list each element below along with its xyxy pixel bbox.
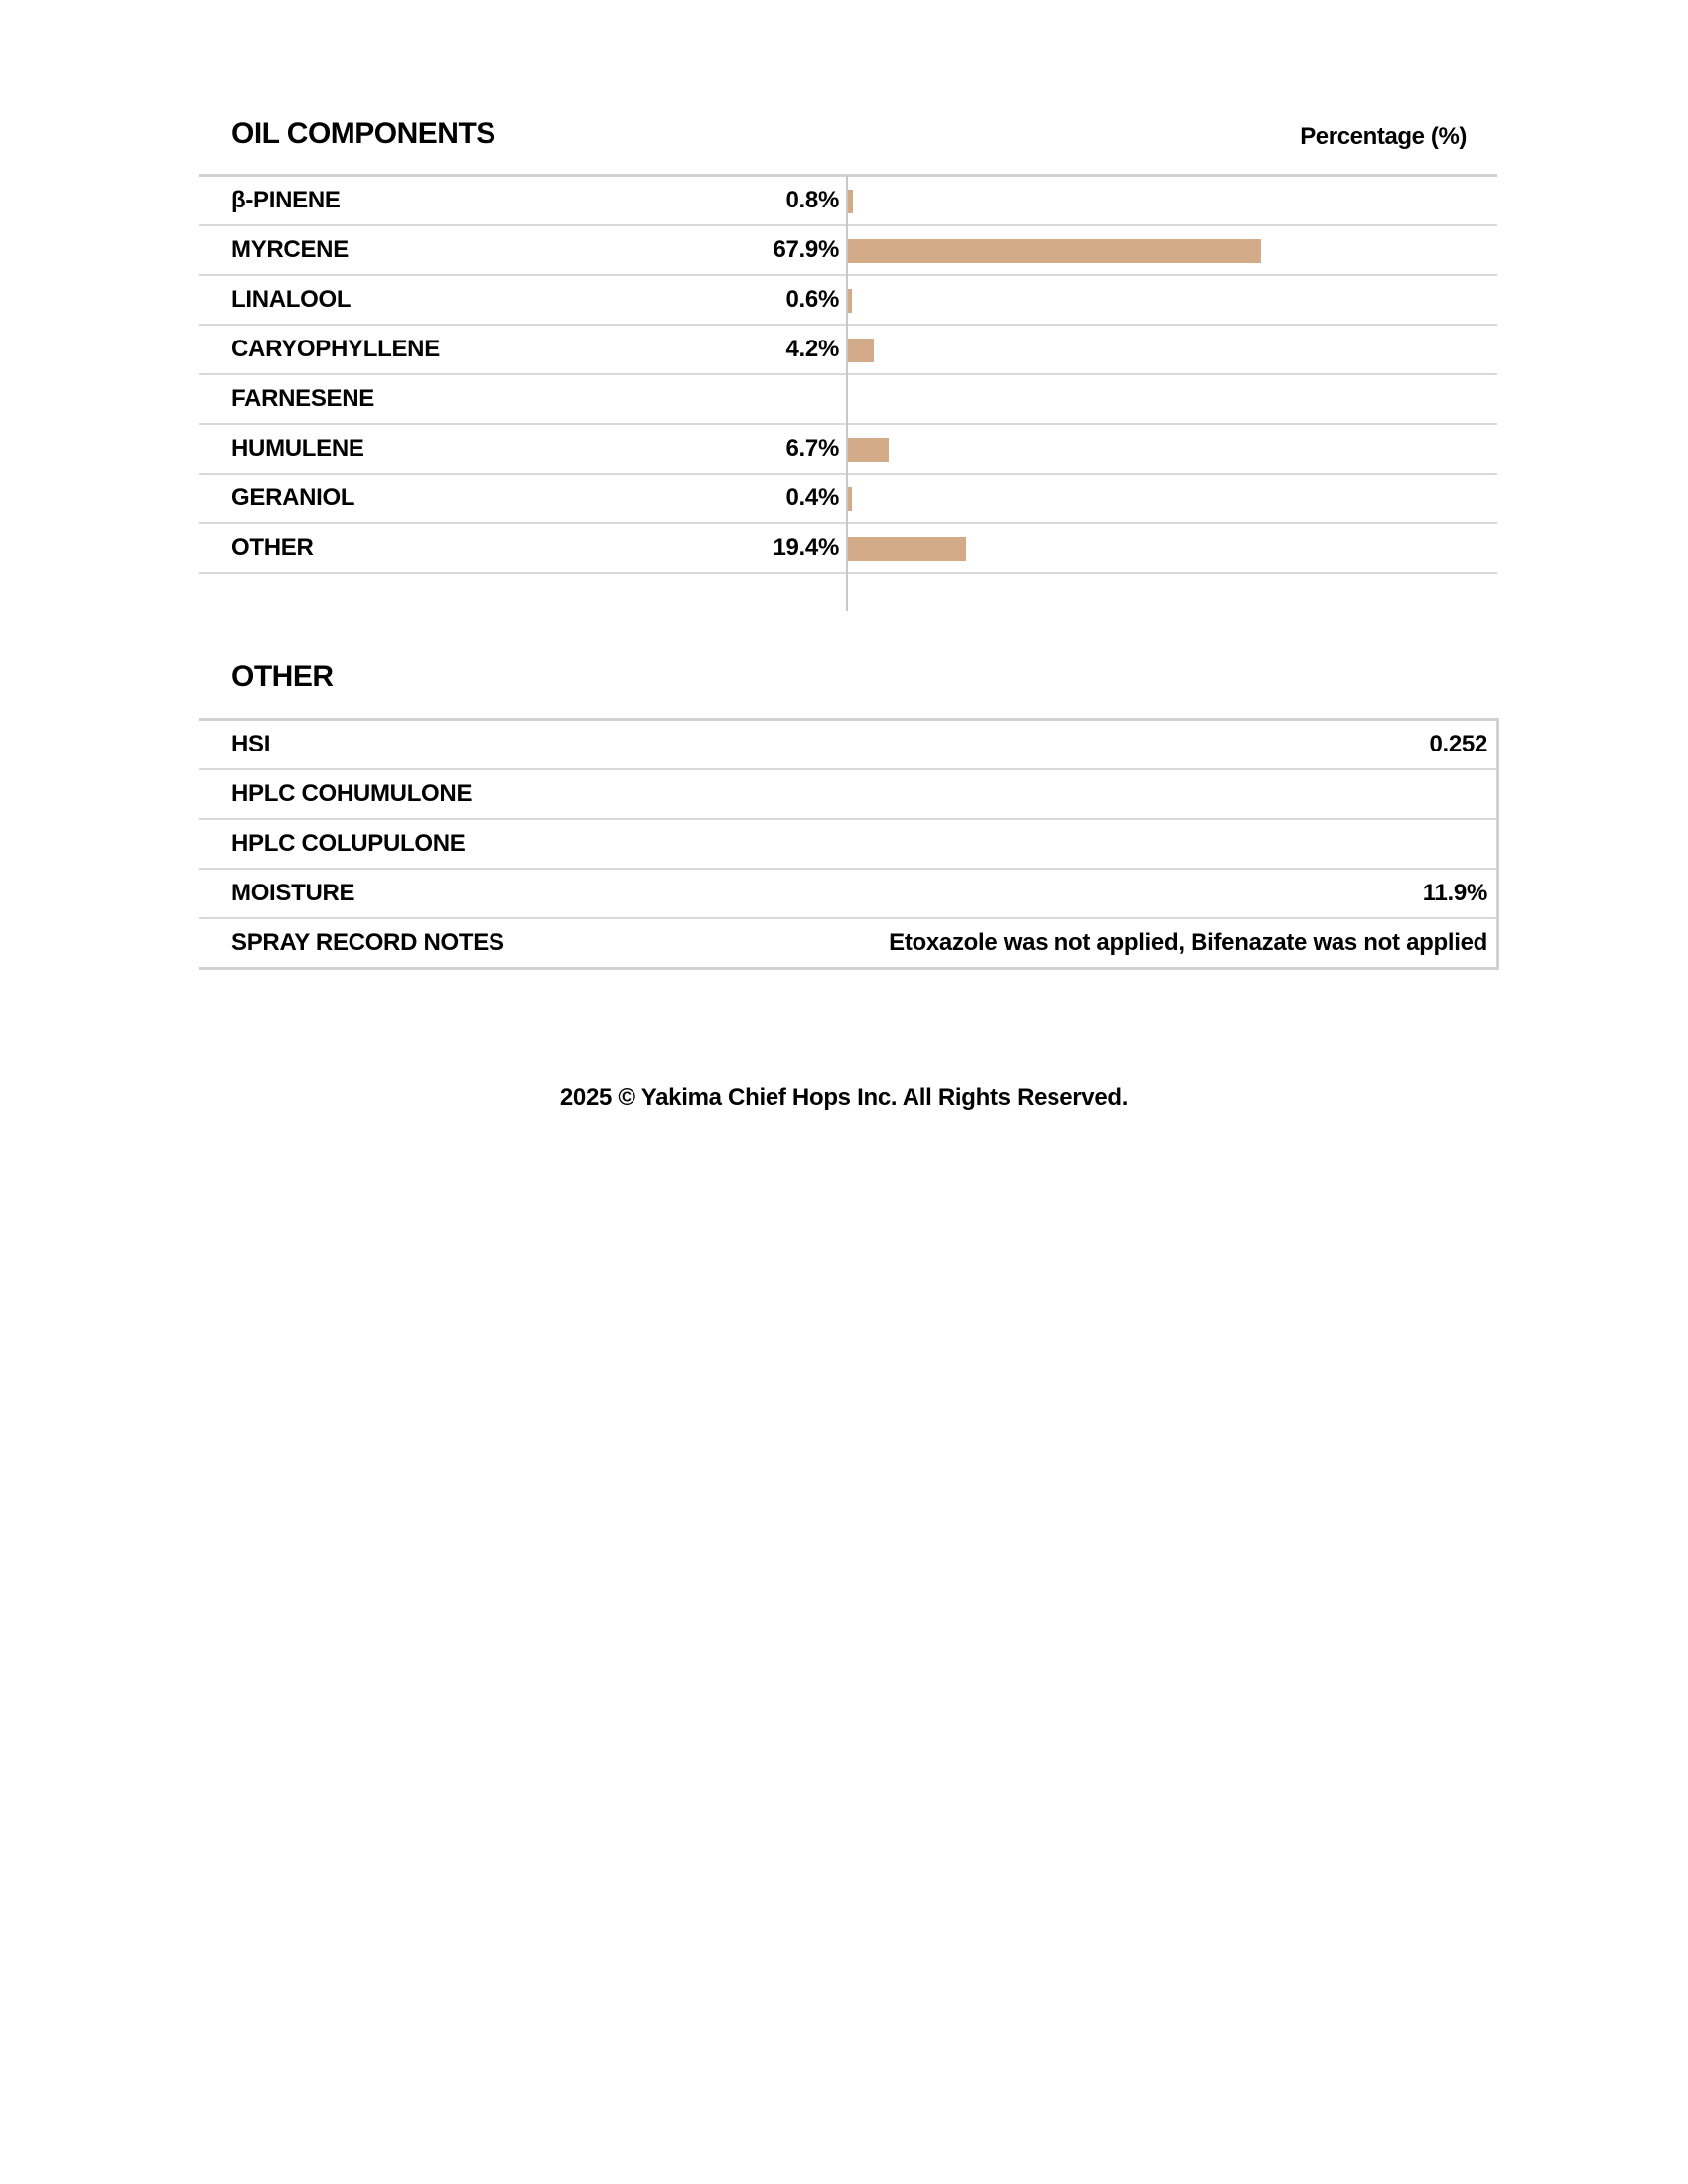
oil-bar-myrcene — [848, 239, 1261, 263]
oil-row-farnesene — [199, 375, 1497, 425]
oil-value: 6.7% — [785, 435, 839, 462]
oil-components-title: OIL COMPONENTS — [231, 117, 495, 150]
oil-value: 0.4% — [785, 484, 839, 511]
oil-row-linalool — [199, 276, 1497, 326]
percentage-column-header: Percentage (%) — [1300, 123, 1467, 150]
oil-row-other — [199, 524, 1497, 574]
other-value: 0.252 — [1429, 731, 1487, 757]
oil-value: 0.6% — [785, 286, 839, 313]
oil-row-myrcene — [199, 226, 1497, 276]
oil-row-caryophyllene — [199, 326, 1497, 375]
oil-name: CARYOPHYLLENE — [231, 336, 440, 362]
oil-name: OTHER — [231, 534, 314, 561]
oil-name: MYRCENE — [231, 236, 349, 263]
oil-bar-linalool — [848, 289, 852, 313]
oil-value: 19.4% — [773, 534, 839, 561]
bar-chart-axis-line — [846, 176, 848, 611]
oil-name: β-PINENE — [231, 187, 341, 213]
other-name: MOISTURE — [231, 880, 355, 906]
other-name: HSI — [231, 731, 271, 757]
other-value: Etoxazole was not applied, Bifenazate was not applied — [889, 929, 1487, 956]
oil-name: GERANIOL — [231, 484, 355, 511]
other-row-moisture — [199, 870, 1496, 919]
other-name: HPLC COLUPULONE — [231, 830, 466, 857]
oil-row-humulene — [199, 425, 1497, 475]
oil-value: 0.8% — [785, 187, 839, 213]
oil-name: LINALOOL — [231, 286, 352, 313]
oil-name: FARNESENE — [231, 385, 374, 412]
other-section-title: OTHER — [231, 660, 334, 693]
other-value: 11.9% — [1422, 880, 1487, 906]
oil-value: 67.9% — [773, 236, 839, 263]
oil-bar-other — [848, 537, 966, 561]
oil-row-beta-pinene — [199, 177, 1497, 226]
oil-bar-geraniol — [848, 487, 852, 511]
oil-name: HUMULENE — [231, 435, 364, 462]
other-row-spray-record-notes — [199, 919, 1496, 967]
other-row-hsi — [199, 721, 1496, 770]
other-row-hplc-cohumulone — [199, 770, 1496, 820]
oil-components-table — [199, 174, 1497, 574]
oil-bar-humulene — [848, 438, 889, 462]
oil-bar-beta-pinene — [848, 190, 853, 213]
other-table — [199, 718, 1499, 970]
oil-bar-caryophyllene — [848, 339, 874, 362]
other-name: HPLC COHUMULONE — [231, 780, 473, 807]
oil-row-geraniol — [199, 475, 1497, 524]
other-row-hplc-colupulone — [199, 820, 1496, 870]
oil-value: 4.2% — [785, 336, 839, 362]
other-name: SPRAY RECORD NOTES — [231, 929, 504, 956]
copyright-footer: 2025 © Yakima Chief Hops Inc. All Rights Reserved. — [559, 1084, 1129, 1111]
